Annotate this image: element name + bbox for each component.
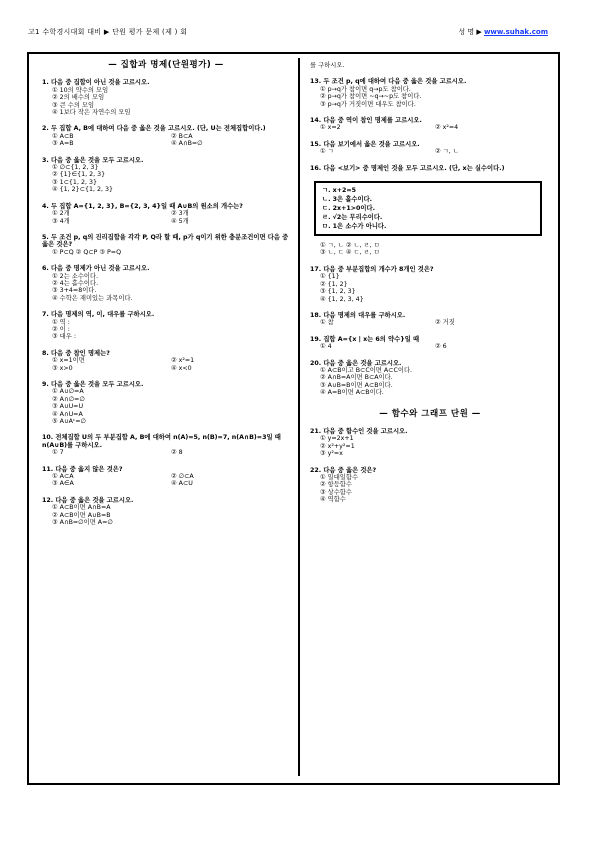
answer-option: ① A⊂B	[52, 132, 74, 140]
answer-option: ② {1, 2}	[320, 280, 348, 288]
answer-option: ① 일대일함수	[320, 474, 359, 481]
question-list	[42, 79, 290, 526]
question-list	[310, 78, 550, 172]
question	[310, 141, 550, 156]
answer-option: ② 6	[435, 343, 447, 351]
answer-option: ④ {1, 2}⊂{1, 2, 3}	[52, 186, 113, 194]
section-title: — 함수와 그래프 단원 —	[379, 408, 481, 419]
answer-option: ② p→q가 참이면 ~q→~p도 참이다.	[320, 93, 422, 101]
answer-option: ① 역 :	[52, 318, 70, 326]
question-stem: 21. 다음 중 함수인 것을 고르시오.	[310, 427, 408, 435]
answer-option: ④ 수학은 재미있는 과목이다.	[52, 294, 133, 302]
column-divider	[298, 58, 300, 776]
question	[42, 125, 290, 147]
question	[42, 311, 290, 341]
answer-option: ④ A⊂U	[171, 480, 193, 488]
section-title: — 집합과 명제(단원평가) —	[108, 60, 224, 70]
answer-row	[42, 133, 290, 140]
question	[310, 467, 550, 504]
example-box	[314, 181, 542, 236]
answer-option: ① x=2	[320, 124, 341, 132]
question-stem: 8. 다음 중 참인 명제는?	[42, 349, 110, 357]
right-column	[310, 62, 550, 513]
answer-row	[42, 218, 290, 225]
answer-choices	[310, 242, 550, 257]
question	[42, 497, 290, 527]
question	[310, 117, 550, 132]
answer-row	[42, 480, 290, 487]
box-line: ㄴ. 3은 홀수이다.	[322, 196, 373, 204]
answer-option: ② 거짓	[435, 319, 455, 327]
question-stem: 15. 다음 보기에서 옳은 것을 고르시오.	[310, 140, 420, 148]
answer-option: ③ A∪U=U	[52, 403, 84, 411]
answer-option: ① A⊂A	[52, 473, 74, 481]
answer-option: ② 4는 홀수이다.	[52, 279, 99, 287]
answer-option: ① y=2x+1	[320, 435, 354, 443]
page-header	[28, 27, 548, 41]
question-stem: 22. 다음 중 옳은 것은?	[310, 466, 377, 474]
header-link[interactable]: www.suhak.com	[483, 28, 548, 36]
answer-option: ① ㄱ, ㄴ ② ㄴ, ㄹ, ㅁ	[320, 242, 380, 250]
question	[42, 381, 290, 425]
answer-option: ④ 1보다 작은 자연수의 모임	[52, 109, 131, 117]
question-stem: 9. 다음 중 옳은 것을 모두 고르시오.	[42, 381, 144, 388]
answer-option: ③ A∈A	[52, 480, 74, 488]
question-stem: 20. 다음 중 옳은 것을 고르시오.	[310, 359, 402, 367]
question	[310, 312, 550, 327]
answer-option: ② ∅⊂A	[171, 473, 194, 481]
left-column	[42, 62, 290, 536]
question	[42, 434, 290, 456]
answer-option: ② 2의 배수의 모임	[52, 94, 105, 102]
answer-option: ① p→q가 참이면 q→p도 참이다.	[320, 85, 411, 93]
answer-option: ② A∩∅=∅	[52, 395, 85, 403]
question	[310, 266, 550, 303]
question	[310, 165, 550, 172]
answer-row	[42, 365, 290, 372]
answer-option: ③ 3+4=8이다.	[52, 287, 97, 295]
answer-option: ① A⊂B이면 A∩B=A	[52, 504, 111, 512]
answer-option: ④ A∩B=∅	[171, 140, 203, 148]
answer-option: ④ A∩U=A	[52, 410, 83, 418]
answer-option: ③ 1⊂{1, 2, 3}	[52, 178, 97, 186]
answer-option: ② A⊂B이면 A∪B=B	[52, 511, 111, 519]
answer-option: ② {1}∈{1, 2, 3}	[52, 171, 106, 179]
answer-row	[42, 210, 290, 217]
question-stem: 1. 다음 중 집합이 아닌 것을 고르시오.	[42, 79, 150, 87]
box-line: ㅁ. 1은 소수가 아니다.	[322, 223, 387, 231]
answer-option: ③ x>0	[52, 364, 73, 372]
question-stem: 19. 집합 A={x | x는 6의 약수}일 때	[310, 335, 420, 343]
answer-option: ② ㄱ, ㄴ	[435, 148, 459, 156]
answer-option: ① 7	[52, 449, 64, 457]
answer-option: ③ A∪B=B이면 A⊂B이다.	[320, 381, 393, 389]
answer-option: ③ 큰 수의 모임	[52, 101, 95, 109]
header-title: 고1 수학경시대회 대비 ▶ 단원 평가 문제 (제 ) 회	[28, 28, 188, 36]
question-continuation: 를 구하시오.	[310, 62, 345, 69]
answer-option: ① 2는 소수이다.	[52, 272, 99, 280]
answer-option: ④ x<0	[171, 364, 192, 372]
question-stem: 4. 두 집합 A={1, 2, 3}, B={2, 3, 4}일 때 A∪B의 원소의 개수는?	[42, 202, 243, 210]
answer-option: ④ 5개	[171, 217, 189, 225]
question-stem: 17. 다음 중 부분집합의 개수가 8개인 것은?	[310, 265, 434, 273]
answer-option: ② 이 :	[52, 325, 70, 333]
question-stem: 3. 다음 중 옳은 것을 모두 고르시오.	[42, 156, 144, 164]
answer-option: ③ 대우 :	[52, 333, 76, 341]
answer-option: ③ A=B	[52, 140, 74, 148]
answer-option: ③ 상수함수	[320, 488, 352, 496]
answer-option: ② 3개	[171, 210, 189, 218]
question	[42, 466, 290, 488]
box-line: ㄹ. √2는 무리수이다.	[322, 214, 383, 222]
header-name-label: 성 명 ▶	[458, 28, 482, 36]
answer-row	[42, 473, 290, 480]
answer-option: ② x²=1	[171, 357, 195, 365]
question-list	[310, 428, 550, 504]
question-stem: 11. 다음 중 옳지 않은 것은?	[42, 465, 123, 473]
question-stem: 2. 두 집합 A, B에 대하여 다음 중 옳은 것을 고르시오. (단, U는 전체집합이다.)	[42, 125, 266, 133]
question	[42, 203, 290, 225]
question	[42, 79, 290, 116]
question-list	[310, 266, 550, 397]
answer-option: ② x²+y²=1	[320, 442, 355, 450]
answer-row	[42, 140, 290, 147]
answer-option: ③ p→q가 거짓이면 대우도 참이다.	[320, 100, 416, 108]
answer-row	[310, 124, 550, 131]
question-stem: 13. 두 조건 p, q에 대하여 다음 중 옳은 것을 고르시오.	[310, 78, 467, 86]
question	[42, 234, 290, 256]
answer-option: ③ {1, 2, 3}	[320, 288, 356, 296]
answer-option: ③ A∩B=∅이면 A=∅	[52, 519, 113, 527]
answer-option: ④ A=B이면 A⊂B이다.	[320, 389, 384, 397]
header-right	[458, 27, 548, 37]
question-stem: 18. 다음 명제의 대우를 구하시오.	[310, 311, 406, 319]
question-stem: 5. 두 조건 p, q의 진리집합을 각각 P, Q라 할 때, p가 q이기 위한 충분조건이면 다음 중 옳은 것은?	[42, 233, 289, 249]
answer-option: ① x=1이면	[52, 357, 85, 365]
answer-option: ① A∪∅=A	[52, 388, 84, 396]
answer-option: ① 10의 약수의 모임	[52, 86, 109, 94]
answer-option: ② A∩B=A이면 B⊂A이다.	[320, 374, 393, 382]
answer-option: ① 4	[320, 343, 332, 351]
question-stem: 10. 전체집합 U의 두 부분집합 A, B에 대하여 n(A)=5, n(B)=7, n(A∩B)=3일 때 n(A∪B)를 구하시오.	[42, 434, 281, 449]
answer-row	[310, 319, 550, 326]
answer-option: ③ ㄴ, ㄷ ④ ㄷ, ㄹ, ㅁ	[320, 249, 380, 257]
answer-option: ① A⊂B이고 B⊂C이면 A⊂C이다.	[320, 366, 413, 374]
answer-option: ① {1}	[320, 273, 340, 281]
answer-option: ③ y²=x	[320, 450, 343, 458]
answer-option: ① ∅⊂{1, 2, 3}	[52, 164, 99, 172]
answer-row	[42, 357, 290, 364]
answer-option: ① ㄱ	[320, 148, 334, 156]
question-stem: 7. 다음 명제의 역, 이, 대우를 구하시오.	[42, 311, 155, 319]
answer-option: ③ 4개	[52, 217, 70, 225]
box-line: ㄱ. x+2=5	[322, 187, 357, 195]
answer-option: ④ 역함수	[320, 496, 346, 504]
answer-option: ① P⊂Q ② Q⊂P ③ P=Q	[52, 248, 122, 256]
question	[310, 336, 550, 351]
question	[310, 428, 550, 458]
question	[310, 360, 550, 397]
question	[42, 350, 290, 372]
answer-option: ④ {1, 2, 3, 4}	[320, 295, 364, 303]
box-line: ㄷ. 2x+1>0이다.	[322, 205, 375, 213]
question-stem: 12. 다음 중 옳은 것을 고르시오.	[42, 496, 134, 504]
question-stem: 14. 다음 중 역이 참인 명제를 고르시오.	[310, 117, 422, 125]
answer-row	[42, 449, 290, 456]
question-stem: 16. 다음 <보기> 중 명제인 것을 모두 고르시오. (단, x는 실수이다.)	[310, 164, 505, 172]
answer-row	[310, 343, 550, 350]
question	[42, 265, 290, 302]
question	[310, 78, 550, 108]
answer-option: ① 2개	[52, 210, 70, 218]
answer-option: ① 참	[320, 319, 334, 327]
question	[42, 157, 290, 194]
answer-option: ② x²=4	[435, 124, 459, 132]
answer-option: ⑤ A∪Aᶜ=∅	[52, 418, 86, 426]
answer-option: ② B⊂A	[171, 132, 193, 140]
question-stem: 6. 다음 중 명제가 아닌 것을 고르시오.	[42, 265, 150, 273]
answer-option: ② 8	[171, 449, 183, 457]
answer-option: ② 항등함수	[320, 481, 352, 489]
answer-row	[310, 148, 550, 155]
